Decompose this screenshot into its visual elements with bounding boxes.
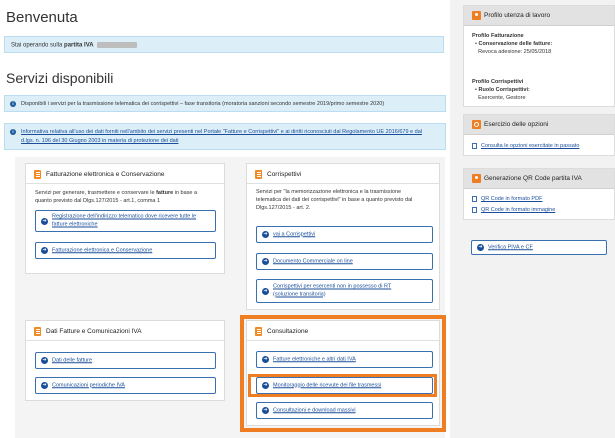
sidebar [463, 0, 615, 438]
corrispettivi-no-rt-button[interactable] [256, 279, 433, 303]
vai-corrispettivi-button[interactable] [256, 226, 433, 243]
button-label: Monitoraggio delle ricevute dei file trasmessi [273, 381, 382, 388]
profilo-corrispettivi: Profilo Corrispettivi • Ruolo Corrispettivi: Esercente, Gestore [472, 79, 530, 101]
card-dati-fatture [25, 320, 225, 401]
button-label: Comunicazioni periodiche IVA [52, 381, 125, 388]
info-banner-corrispettivi [4, 95, 446, 112]
card-title: Consultazione [267, 328, 309, 335]
button-label: Dati delle fatture [52, 356, 93, 363]
profile-item: Conservazione delle fatture: [478, 41, 553, 47]
comunicazioni-iva-button[interactable] [35, 377, 216, 394]
panel-opzioni [463, 114, 615, 156]
privacy-link-line2[interactable]: d.lgs. n. 196 del 30 Giugno 2003 in materia di protezione dei dati [21, 138, 179, 144]
documento-commerciale-button[interactable] [256, 253, 433, 270]
verifica-piva-button[interactable] [471, 240, 607, 255]
panel-qrcode [463, 168, 615, 220]
desc-text: Servizi per generare, trasmettere e conservare le [35, 190, 157, 196]
card-header [26, 164, 224, 184]
arrow-right-icon: ➜ [42, 247, 47, 253]
arrow-right-icon: ➜ [263, 258, 268, 264]
button-label: Fatturazione elettronica e Conservazione [52, 246, 153, 253]
arrow-right-icon: ➜ [478, 244, 483, 250]
document-icon [34, 327, 41, 336]
button-label: Verifica PIVA e CF [488, 243, 533, 250]
arrow-right-icon: ➜ [42, 382, 47, 388]
profilo-fatturazione: Profilo Fatturazione • Conservazione delle fatture: Revoca adesione: 25/05/2018 [472, 33, 553, 55]
register-address-button[interactable] [35, 210, 216, 232]
fatturazione-conservazione-button[interactable] [35, 242, 216, 259]
profile-label: Profilo Corrispettivi [472, 79, 524, 85]
link-icon [472, 143, 477, 149]
desc-text: Dlgs.127/2015 - art. 2. [256, 205, 311, 211]
document-icon [34, 170, 41, 179]
desc-text: quanto previsto dal Dlgs.127/2015 - art.1, comma 1 [35, 198, 161, 204]
card-description [35, 189, 197, 205]
services-title: Servizi disponibili [6, 70, 114, 86]
desc-text: telematica dei dati dei corrispettivi" in base a quanto previsto dal [256, 197, 413, 203]
card-header [26, 321, 224, 341]
panel-title: Esercizio delle opzioni [484, 121, 549, 128]
qrcode-image-link[interactable]: QR Code in formato immagine [481, 207, 556, 213]
privacy-link-line1[interactable]: Informativa relativa all'uso dei dati forniti nell'ambito dei servizi presenti nel Portale "Fatture e Corrispettivi" e ai diritti riconosciuti dal Regolamento UE 2016/679 e dal [21, 129, 422, 135]
desc-text: Servizi per "la memorizzazione elettronica e la trasmissione [256, 189, 402, 195]
operating-label: partita IVA [64, 42, 94, 49]
arrow-right-icon: ➜ [42, 357, 47, 363]
operating-banner [4, 36, 444, 53]
panel-header [464, 6, 614, 26]
arrow-right-icon: ➜ [263, 382, 268, 388]
card-header [247, 164, 439, 184]
card-fatturazione [25, 163, 225, 274]
masked-vat-number [97, 42, 137, 48]
card-title: Corrispettivi [267, 171, 302, 178]
desc-bold: fatture [156, 190, 174, 196]
profile-label: Profilo Fatturazione [472, 33, 524, 39]
info-icon: i [10, 129, 16, 135]
document-icon [255, 170, 262, 179]
panel-header [464, 115, 614, 135]
info-banner-privacy [4, 123, 446, 150]
info-text: Disponibili i servizi per la trasmissione telematica dei corrispettivi – fase transitoria (moratoria sanzioni secondo semestre 2019/primo semestre 2020) [21, 101, 385, 107]
panel-title: Generazione QR Code partita IVA [484, 175, 582, 182]
card-description [256, 188, 412, 212]
arrow-right-icon: ➜ [263, 407, 268, 413]
profile-value: Esercente, Gestore [478, 95, 526, 101]
panel-header [464, 169, 614, 189]
profile-item: Ruolo Corrispettivi: [478, 87, 530, 93]
image-icon [472, 207, 477, 213]
card-title: Dati Fatture e Comunicazioni IVA [46, 328, 142, 335]
monitoraggio-highlight [248, 374, 437, 397]
qrcode-icon [472, 174, 481, 183]
button-label: Registrazione dell'indirizzo telematico dove ricevere tutte le fatture elettroniche [52, 213, 197, 227]
operating-prefix: Stai operando sulla [11, 42, 63, 49]
desc-text: in base a [173, 190, 198, 196]
panel-profilo [463, 5, 615, 107]
arrow-right-icon: ➜ [42, 217, 47, 224]
gear-icon [472, 120, 481, 129]
panel-title: Profilo utenza di lavoro [484, 12, 551, 19]
button-label: Corrispettivi per esercenti non in possesso di RT (soluzione transitoria) [273, 283, 392, 297]
button-label: Fatture elettroniche e altri dati IVA [273, 355, 356, 362]
opzioni-link[interactable]: Consulta le opzioni esercitate in passato [481, 143, 580, 149]
button-label: vai a Corrispettivi [273, 230, 316, 237]
button-label: Consultazioni e download massivi [273, 406, 356, 413]
qrcode-pdf-link[interactable]: QR Code in formato PDF [481, 196, 543, 202]
arrow-right-icon: ➜ [263, 356, 268, 362]
card-title: Fatturazione elettronica e Conservazione [46, 171, 165, 178]
arrow-right-icon: ➜ [263, 287, 268, 294]
dati-fatture-button[interactable] [35, 352, 216, 369]
user-icon [472, 11, 481, 20]
profile-value: Revoca adesione: 25/05/2018 [478, 49, 552, 55]
button-label: Documento Commerciale on line [273, 257, 353, 264]
info-icon: i [10, 101, 16, 107]
card-corrispettivi [246, 163, 440, 310]
pdf-icon [472, 196, 477, 202]
arrow-right-icon: ➜ [263, 231, 268, 237]
page-title: Benvenuta [6, 9, 78, 26]
